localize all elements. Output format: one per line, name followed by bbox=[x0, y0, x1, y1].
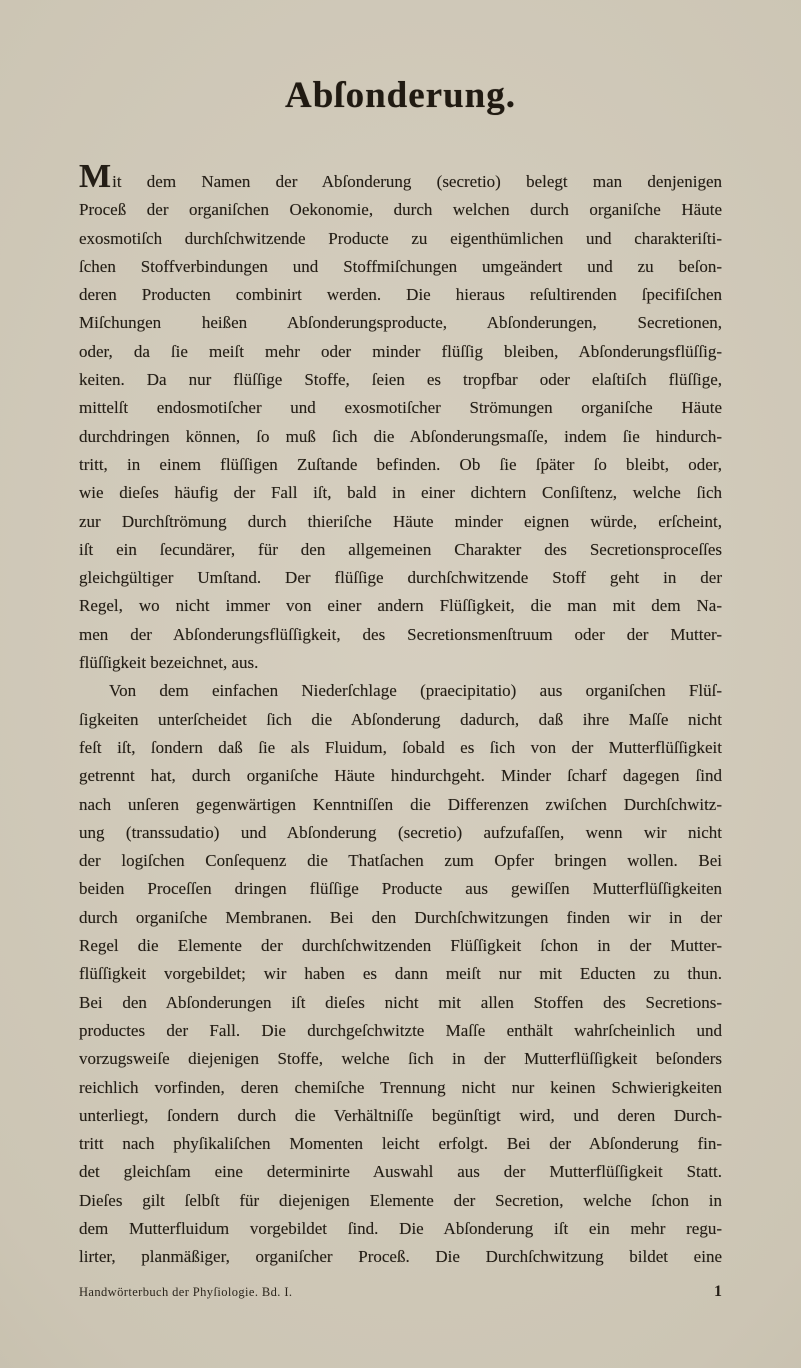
text-line: Regel die Elemente der durchſchwitzenden Flüſſigkeit ſchon in der Mutter- bbox=[79, 936, 722, 956]
text-line: Dieſes gilt ſelbſt für diejenigen Elemente der Secretion, welche ſchon in bbox=[79, 1190, 722, 1210]
footer-imprint: Handwörterbuch der Phyſiologie. Bd. I. bbox=[79, 1285, 293, 1299]
text-line: nach unſeren gegenwärtigen Kenntniſſen die Differenzen zwiſchen Durchſchwitz- bbox=[79, 794, 722, 814]
text-line: iſt ein ſecundärer, für den allgemeinen Charakter des Secretionsproceſſes bbox=[79, 539, 722, 559]
paragraph bbox=[79, 158, 722, 677]
text-line: flüſſigkeit vorgebildet; wir haben es dann meiſt nur mit Educten zu thun. bbox=[79, 964, 722, 984]
text-line: exosmotiſch durchſchwitzende Producte zu eigenthümlichen und charakteriſti- bbox=[79, 228, 722, 248]
text-line: unterliegt, ſondern durch die Verhältniſſe begünſtigt wird, und deren Durch- bbox=[79, 1105, 722, 1125]
text-line: durchdringen können, ſo muß ſich die Abſonderungsmaſſe, indem ſie hindurch- bbox=[79, 426, 722, 446]
text-line: deren Producten combinirt werden. Die hieraus reſultirenden ſpecifiſchen bbox=[79, 285, 722, 305]
text-line: ſchen Stoffverbindungen und Stoffmiſchungen umgeändert und zu beſon- bbox=[79, 256, 722, 276]
text-line: der logiſchen Conſequenz die Thatſachen zum Opfer bringen wollen. Bei bbox=[79, 851, 722, 871]
paragraph bbox=[79, 677, 722, 1271]
text-line: beiden Proceſſen dringen flüſſige Producte aus gewiſſen Mutterflüſſigkeiten bbox=[79, 879, 722, 899]
text-line: Von dem einfachen Niederſchlage (praecipitatio) aus organiſchen Flüſ- bbox=[109, 681, 722, 701]
text-line: lirter, planmäßiger, organiſcher Proceß. Die Durchſchwitzung bildet eine bbox=[79, 1247, 722, 1267]
body-text bbox=[79, 158, 722, 1272]
text-line: dem Mutterfluidum vorgebildet ſind. Die Abſonderung iſt ein mehr regu- bbox=[79, 1218, 722, 1238]
text-line: keiten. Da nur flüſſige Stoffe, ſeien es tropfbar oder elaſtiſch flüſſige, bbox=[79, 370, 722, 390]
text-line: mittelſt endosmotiſcher und exosmotiſcher Strömungen organiſche Häute bbox=[79, 398, 722, 418]
page-title: Abſonderung. bbox=[285, 75, 516, 116]
text-line: Mit dem Namen der Abſonderung (secretio) belegt man denjenigen bbox=[79, 158, 722, 195]
text-line: Bei den Abſonderungen iſt dieſes nicht mit allen Stoffen des Secretions- bbox=[79, 992, 722, 1012]
text-line: zur Durchſtrömung durch thieriſche Häute minder eignen würde, erſcheint, bbox=[79, 511, 722, 531]
text-line: men der Abſonderungsflüſſigkeit, des Secretionsmenſtruum oder der Mutter- bbox=[79, 624, 722, 644]
text-line: tritt nach phyſikaliſchen Momenten leicht erfolgt. Bei der Abſonderung fin- bbox=[79, 1134, 722, 1154]
text-line: Miſchungen heißen Abſonderungsproducte, Abſonderungen, Secretionen, bbox=[79, 313, 722, 333]
text-line: gleichgültiger Umſtand. Der flüſſige durchſchwitzende Stoff geht in der bbox=[79, 568, 722, 588]
text-line: durch organiſche Membranen. Bei den Durchſchwitzungen finden wir in der bbox=[79, 907, 722, 927]
text-line: getrennt hat, durch organiſche Häute hindurchgeht. Minder ſcharf dagegen ſind bbox=[79, 766, 722, 786]
text-line: feſt iſt, ſondern daß ſie als Fluidum, ſobald es ſich von der Mutterflüſſigkeit bbox=[79, 737, 722, 757]
text-line: wie dieſes häufig der Fall iſt, bald in einer dichtern Conſiſtenz, welche ſich bbox=[79, 483, 722, 503]
text-line: reichlich vorfinden, deren chemiſche Trennung nicht nur keinen Schwierigkeiten bbox=[79, 1077, 722, 1097]
text-line: ſigkeiten unterſcheidet ſich die Abſonderung dadurch, daß ihre Maſſe nicht bbox=[79, 709, 722, 729]
text-line: ung (transsudatio) und Abſonderung (secretio) aufzufaſſen, wenn wir nicht bbox=[79, 822, 722, 842]
text-line: oder, da ſie meiſt mehr oder minder flüſſig bleiben, Abſonderungsflüſſig- bbox=[79, 341, 722, 361]
page-footer bbox=[79, 1283, 722, 1301]
page-number: 1 bbox=[714, 1283, 722, 1300]
text-line: productes der Fall. Die durchgeſchwitzte Maſſe enthält wahrſcheinlich und bbox=[79, 1020, 722, 1040]
initial-capital: M bbox=[79, 158, 112, 195]
text-line: tritt, in einem flüſſigen Zuſtande befinden. Ob ſie ſpäter ſo bleibt, oder, bbox=[79, 454, 722, 474]
text-line: vorzugsweiſe diejenigen Stoffe, welche ſich in der Mutterflüſſigkeit beſonders bbox=[79, 1049, 722, 1069]
text-line: Regel, wo nicht immer von einer andern Flüſſigkeit, die man mit dem Na- bbox=[79, 596, 722, 616]
text-line: flüſſigkeit bezeichnet, aus. bbox=[79, 653, 259, 673]
text-line: Proceß der organiſchen Oekonomie, durch welchen durch organiſche Häute bbox=[79, 200, 722, 220]
text-line: det gleichſam eine determinirte Auswahl aus der Mutterflüſſigkeit Statt. bbox=[79, 1162, 722, 1182]
